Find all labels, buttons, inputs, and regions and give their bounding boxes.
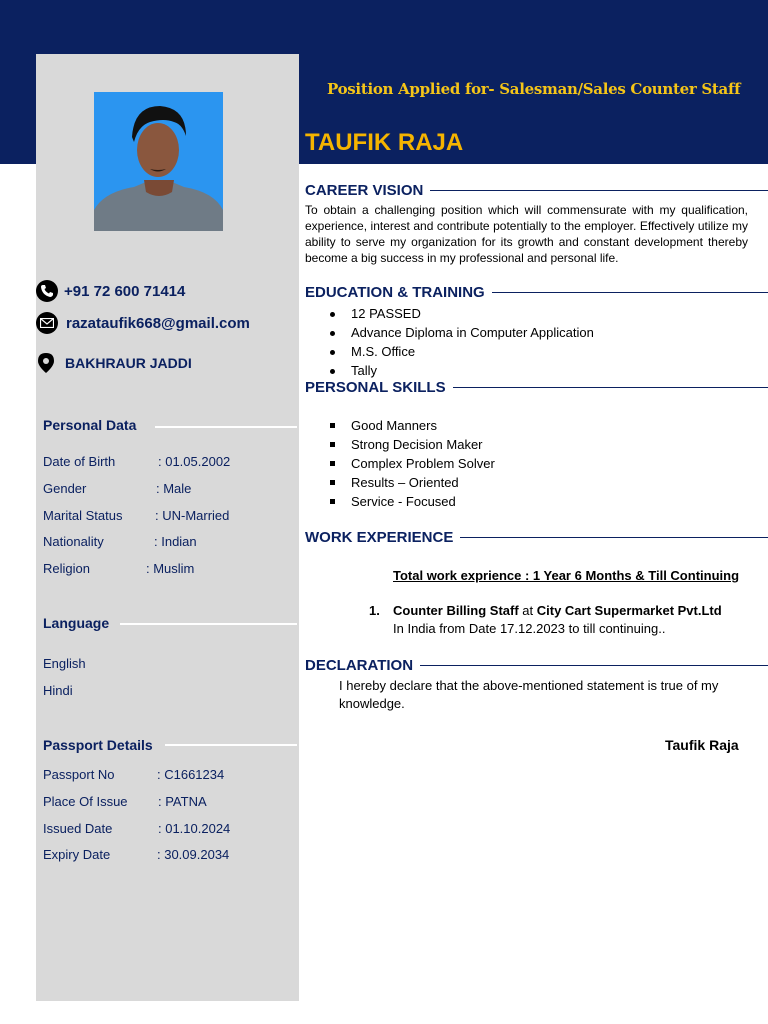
row-label: Nationality (43, 534, 104, 550)
row-label: Passport No (43, 767, 115, 782)
declaration-text: I hereby declare that the above-mentioned statement is true of my knowledge. (339, 678, 719, 711)
list-item: Tally (330, 361, 594, 380)
declaration-title: DECLARATION (305, 657, 414, 674)
language-item: Hindi (43, 683, 73, 698)
row-label: Religion (43, 561, 90, 576)
list-item: Service - Focused (330, 492, 495, 511)
signature-name: Taufik Raja (665, 737, 739, 753)
list-item: Advance Diploma in Computer Application (330, 323, 594, 342)
job-line (393, 603, 722, 618)
career-vision-heading (305, 182, 768, 199)
job-title: Counter Billing Staff (393, 603, 519, 618)
skills-list (330, 416, 495, 511)
data-row (43, 480, 192, 496)
data-row (43, 561, 195, 576)
data-row (43, 767, 225, 782)
candidate-name: TAUFIK RAJA (305, 129, 464, 156)
row-label: Place Of Issue (43, 793, 128, 809)
profile-photo (94, 92, 223, 231)
personal-data-heading: Personal Data (43, 417, 137, 433)
education-title: EDUCATION & TRAINING (305, 284, 485, 301)
row-label: Gender (43, 480, 87, 496)
row-value: : 30.09.2034 (157, 847, 230, 863)
position-applied: Position Applied for- Salesman/Sales Counter Staff (327, 80, 741, 98)
list-item: Strong Decision Maker (330, 435, 495, 454)
row-value: : PATNA (158, 793, 207, 809)
data-row (43, 793, 207, 809)
data-row (43, 454, 231, 469)
education-heading (305, 284, 768, 301)
job-number: 1. (369, 603, 380, 618)
language-item: English (43, 656, 86, 671)
career-vision-text: To obtain a challenging position which will commensurate with my qualification, experience, interest and contribute potentially to the employer. Effectively utilize my ability to serve my organization for its growth and constant development thereby become a big success in my professional and personal life. (305, 203, 748, 265)
row-value: : 01.10.2024 (158, 820, 231, 836)
person-photo-icon (94, 92, 223, 231)
row-value: : Male (156, 480, 192, 496)
list-item: Good Manners (330, 416, 495, 435)
location-pin-icon (38, 353, 54, 373)
passport-heading: Passport Details (43, 737, 153, 753)
language-heading: Language (43, 615, 110, 631)
email-icon (36, 312, 58, 334)
declaration-heading (305, 657, 768, 674)
personal-data-divider (155, 426, 297, 428)
phone-number: +91 72 600 71414 (64, 282, 186, 300)
job-at: at (518, 603, 537, 618)
row-value: : Indian (154, 534, 197, 550)
row-value: : C1661234 (157, 767, 225, 782)
list-item: Complex Problem Solver (330, 454, 495, 473)
passport-divider (165, 744, 297, 746)
row-label: Expiry Date (43, 847, 111, 863)
job-company: City Cart Supermarket Pvt.Ltd (536, 603, 722, 618)
address-text: BAKHRAUR JADDI (65, 355, 192, 371)
skills-heading (305, 379, 768, 396)
data-row (43, 507, 230, 523)
list-item: M.S. Office (330, 342, 594, 361)
work-title: WORK EXPERIENCE (305, 529, 454, 546)
work-heading (305, 529, 768, 546)
list-item: Results – Oriented (330, 473, 495, 492)
email-address: razataufik668@gmail.com (66, 314, 250, 332)
phone-icon (36, 280, 58, 302)
list-item: 12 PASSED (330, 304, 594, 323)
data-row (43, 847, 230, 863)
row-value: : Muslim (146, 561, 195, 576)
total-experience: Total work exprience : 1 Year 6 Months & Till Continuing (393, 568, 740, 583)
education-list (330, 304, 594, 380)
contact-address (38, 353, 192, 373)
row-label: Issued Date (43, 820, 113, 836)
row-value: : 01.05.2002 (158, 454, 231, 469)
career-vision-title: CAREER VISION (305, 182, 424, 199)
row-value: : UN-Married (155, 507, 230, 523)
contact-phone[interactable] (36, 280, 185, 302)
data-row (43, 534, 197, 550)
row-label: Marital Status (43, 507, 123, 523)
skills-title: PERSONAL SKILLS (305, 379, 446, 396)
row-label: Date of Birth (43, 454, 116, 469)
contact-email[interactable] (36, 312, 250, 334)
language-divider (120, 623, 297, 625)
job-detail: In India from Date 17.12.2023 to till continuing.. (393, 621, 666, 636)
data-row (43, 820, 231, 836)
